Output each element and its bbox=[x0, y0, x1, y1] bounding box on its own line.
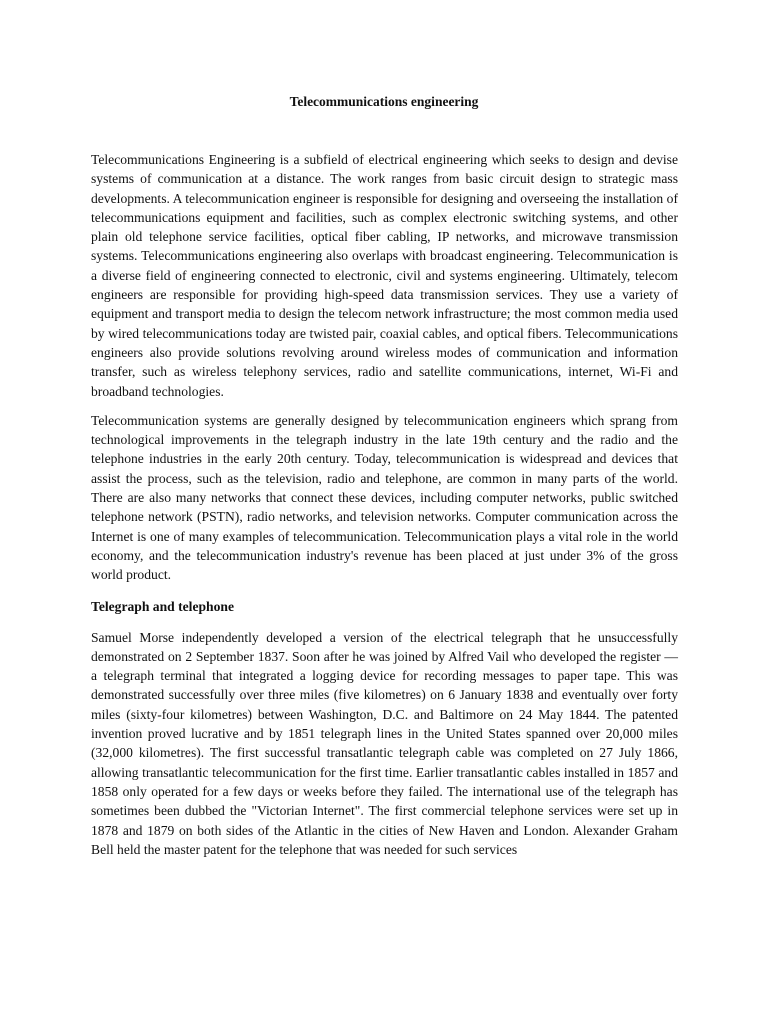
document-title: Telecommunications engineering bbox=[289, 94, 479, 109]
section-heading-telegraph: Telegraph and telephone bbox=[91, 598, 235, 614]
paragraph-intro: Telecommunications Engineering is a subfield of electrical engineering which seeks to design and devise systems of communication at a distance. The work ranges from basic circuit design to strategic mass developments. A telecommunication engineer is responsible for designing and overseeing the installation of telecommunications equipment and facilities, such as complex electronic switching systems, and other plain old telephone service facilities, optical fiber cabling, IP networks, and microwave transmission systems. Telecommunications engineering also overlaps with broadcast engineering. Telecommunication is a diverse field of engineering connected to electronic, civil and systems engineering. Ultimately, telecom engineers are responsible for providing high-speed data transmission services. They use a variety of equipment and transport media to design the telecom network infrastructure; the most common media used by wired telecommunications today are twisted pair, coaxial cables, and optical fibers. Telecommunications engineers also provide solutions revolving around wireless modes of communication and information transfer, such as wireless telephony services, radio and satellite communications, internet, Wi-Fi and broadband technologies. bbox=[91, 152, 678, 399]
paragraph-systems: Telecommunication systems are generally designed by telecommunication engineers which sprang from technological improvements in the telegraph industry in the late 19th century and the radio and the telephone industries in the early 20th century. Today, telecommunication is widespread and devices that assist the process, such as the television, radio and telephone, are common in many parts of the world. There are also many networks that connect these devices, including computer networks, public switched telephone network (PSTN), radio networks, and television networks. Computer communication across the Internet is one of many examples of telecommunication. Telecommunication plays a vital role in the world economy, and the telecommunication industry's revenue has been placed at just under 3% of the gross world product. bbox=[91, 412, 678, 583]
document-body bbox=[91, 150, 678, 869]
paragraph-telegraph-history: Samuel Morse independently developed a version of the electrical telegraph that he unsuccessfully demonstrated on 2 September 1837. Soon after he was joined by Alfred Vail who developed the register — a telegraph terminal that integrated a logging device for recording messages to paper tape. This was demonstrated successfully over three miles (five kilometres) on 6 January 1838 and eventually over forty miles (sixty-four kilometres) between Washington, D.C. and Baltimore on 24 May 1844. The patented invention proved lucrative and by 1851 telegraph lines in the United States spanned over 20,000 miles (32,000 kilometres). The first successful transatlantic telegraph cable was completed on 27 July 1866, allowing transatlantic telecommunication for the first time. Earlier transatlantic cables installed in 1857 and 1858 only operated for a few days or weeks before they failed. The international use of the telegraph has sometimes been dubbed the "Victorian Internet". The first commercial telephone services were set up in 1878 and 1879 on both sides of the Atlantic in the cities of New Haven and London. Alexander Graham Bell held the master patent for the telephone that was needed for such services bbox=[91, 629, 678, 857]
